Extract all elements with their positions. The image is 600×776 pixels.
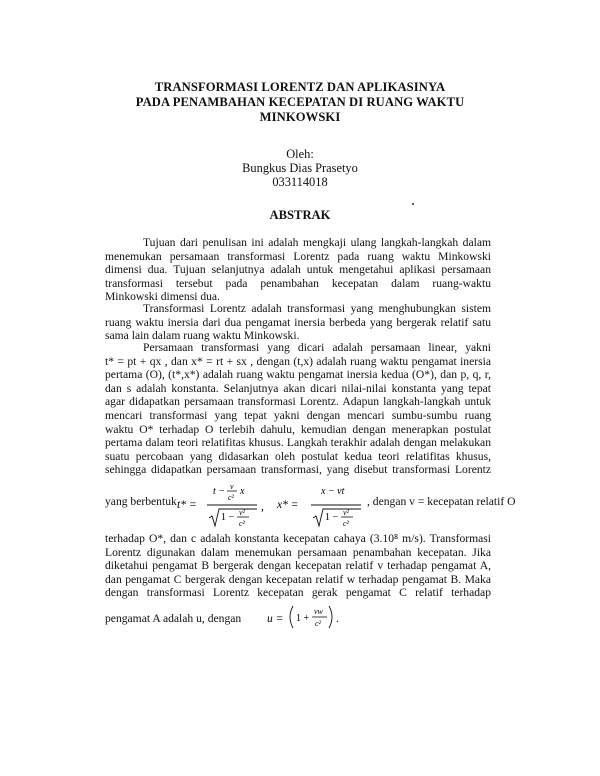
p4-line: dan pengamat C bergerak dengan kecepatan relatif w terhadap pengamat B. Maka <box>105 572 491 586</box>
stray-dot <box>412 203 414 205</box>
svg-text:v²: v² <box>239 508 245 517</box>
x-star-label: x* = <box>277 499 299 511</box>
formula-prefix: yang berbentuk <box>105 495 177 508</box>
svg-text:1 −: 1 − <box>325 512 339 523</box>
p1-line: transformasi tersebut pada penambahan kecepatan dalam ruang-waktu <box>105 276 491 290</box>
last-line-text: pengamat A adalah u, dengan <box>105 612 242 625</box>
abstract-paragraph-4 <box>105 532 491 600</box>
svg-text:1 −: 1 − <box>221 512 235 523</box>
p1-line: Minkowski dimensi dua. <box>105 290 220 304</box>
svg-text:v: v <box>230 482 234 491</box>
svg-text:c²: c² <box>239 519 245 528</box>
p3-line: mencari transformasi yang tepat yakni dengan mencari sumbu-sumbu ruang <box>105 408 491 422</box>
p3-line: t* = pt + qx , dan x* = rt + sx , dengan (t,x) adalah ruang waktu pengamat inersia <box>105 354 491 368</box>
title-line-1: TRANSFORMASI LORENTZ DAN APLIKASINYA <box>154 80 446 94</box>
p4-line: terhadap O*, dan c adalah konstanta kecepatan cahaya (3.10⁸ m/s). Transformasi <box>105 532 491 545</box>
formula-comma: , <box>261 501 264 513</box>
author-id: 033114018 <box>272 175 328 189</box>
u-label: u = <box>267 613 284 625</box>
abstract-paragraph-3 <box>105 341 491 477</box>
p4-line: diketahui pengamat B bergerak dengan kecepatan relatif v terhadap pengamat A, <box>105 559 491 573</box>
svg-text:v²: v² <box>343 508 349 517</box>
velocity-addition-formula <box>267 603 347 631</box>
p3-line: waktu O* terhadap O terlebih dahulu, kemudian dengan menerapkan postulat <box>105 422 491 436</box>
svg-text:.: . <box>336 613 339 625</box>
p3-line: pertama dalam teori relatifitas khusus. Langkah terakhir adalah dengan melakukan <box>105 436 491 450</box>
p2-line: ruang waktu inersia dari dua pengamat inersia berbeda yang bergerak relatif satu <box>105 315 491 329</box>
abstract-paragraph-2 <box>105 302 491 343</box>
abstract-paragraph-1 <box>105 236 491 304</box>
svg-text:x − vt: x − vt <box>321 486 345 497</box>
svg-text:t −: t − <box>213 486 226 497</box>
velocity-addition-row <box>105 603 491 631</box>
p4-line: Lorentz digunakan dalam menemukan persamaan penambahan kecepatan. Jika <box>105 545 491 559</box>
author-name: Bungkus Dias Prasetyo <box>242 161 358 175</box>
lorentz-formula-row <box>105 482 516 530</box>
formula-suffix: , dengan v = kecepatan relatif O <box>367 495 516 508</box>
p3-line: pertama (O), (t*,x*) adalah ruang waktu pengamat inersia kedua (O*), dan p, q, r, <box>105 368 491 382</box>
p2-line: sama lain dalam ruang waktu Minkowski. <box>105 329 300 343</box>
p3-line: suatu percobaan yang didasarkan oleh postulat kedua teori relatifitas khusus, <box>105 449 491 463</box>
author-block <box>180 147 420 189</box>
p3-line: sehingga didapatkan persamaan transformasi, yang disebut transformasi Lorentz <box>105 463 491 477</box>
title-line-2: PADA PENAMBAHAN KECEPATAN DI RUANG WAKTU <box>135 95 465 109</box>
author-by: Oleh: <box>286 147 314 161</box>
title-line-3: MINKOWSKI <box>259 110 341 124</box>
svg-text:c²: c² <box>343 519 349 528</box>
svg-text:x: x <box>240 486 245 497</box>
p3-line: agar didapatkan persamaan transformasi Lorentz. Adapun langkah-langkah untuk <box>105 395 491 409</box>
p2-line: Transformasi Lorentz adalah transformasi yang menghubungkan sistem <box>143 302 491 315</box>
t-star-label: t* = <box>177 499 197 511</box>
p1-line: Tujuan dari penulisan ini adalah mengkaji ulang langkah-langkah dalam <box>143 236 491 249</box>
svg-text:c²: c² <box>315 619 321 628</box>
p3-line: Persamaan transformasi yang dicari adalah persamaan linear, yakni <box>143 341 491 354</box>
x-star-formula <box>277 482 367 530</box>
p3-line: dan s adalah konstanta. Selanjutnya akan dicari nilai-nilai konstanta yang tepat <box>105 381 491 395</box>
t-star-formula <box>175 482 275 530</box>
p4-line: dengan transformasi Lorentz kecepatan gerak pengamat C relatif terhadap <box>105 586 491 600</box>
svg-text:c²: c² <box>228 493 234 502</box>
abstract-heading: ABSTRAK <box>269 208 331 222</box>
paper-title <box>60 80 540 125</box>
p1-line: dimensi dua. Tujuan selanjutnya adalah untuk mengetahui aplikasi persamaan <box>105 263 491 277</box>
svg-text:vw: vw <box>314 607 323 616</box>
svg-text:1 +: 1 + <box>296 613 310 624</box>
p1-line: menemukan persamaan transformasi Lorentz pada ruang waktu Minkowski <box>105 249 491 263</box>
